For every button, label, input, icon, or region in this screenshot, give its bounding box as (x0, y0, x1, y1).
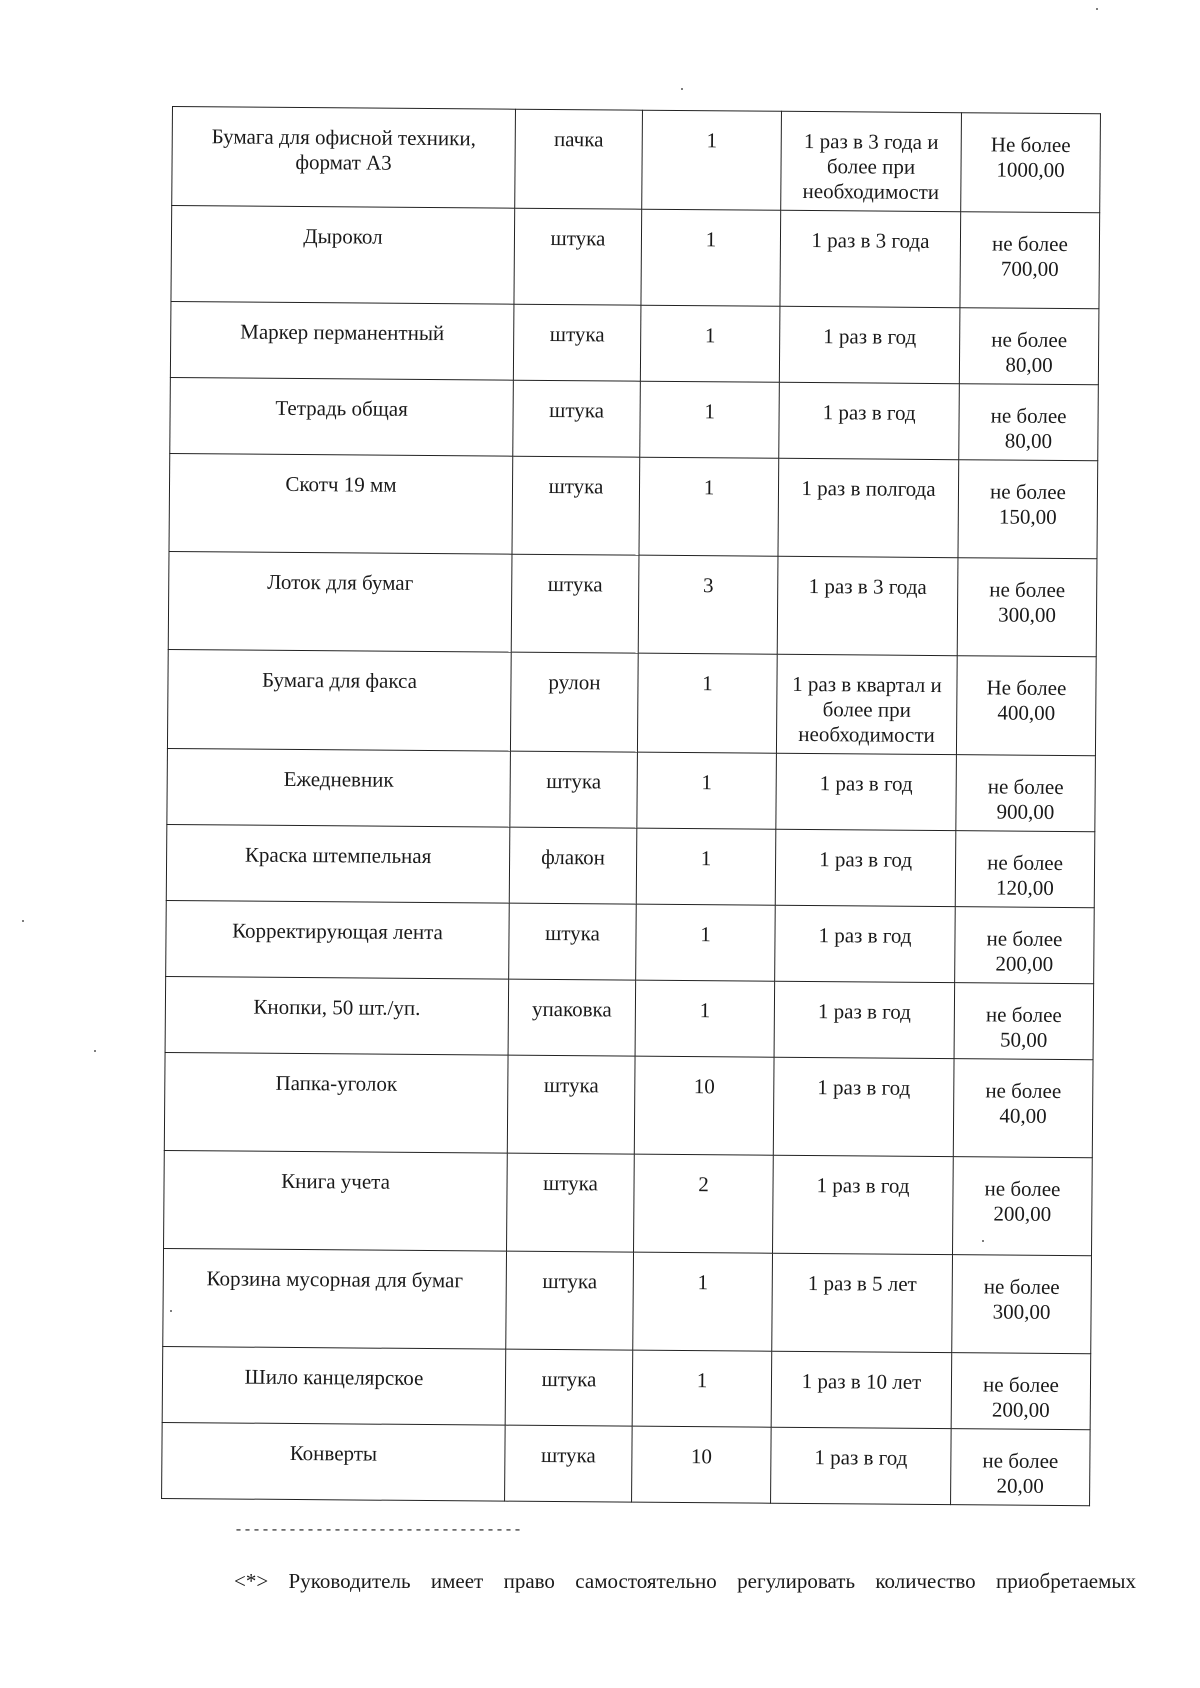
table-row (171, 206, 1100, 309)
price-cell: не более 900,00 (956, 755, 1096, 832)
table-row (163, 1248, 1092, 1353)
item-name-cell: Бумага для факса (167, 649, 511, 751)
frequency-cell: 1 раз в 3 года (780, 210, 961, 307)
scan-speck (170, 1310, 172, 1312)
quantity-cell: 1 (641, 209, 781, 306)
scan-speck (22, 920, 24, 922)
price-cell: не более 700,00 (960, 212, 1100, 309)
table-row (162, 1346, 1091, 1429)
item-name-cell: Краска штемпельная (166, 824, 510, 903)
table-row (170, 301, 1099, 384)
price-cell: не более 150,00 (958, 460, 1098, 559)
frequency-cell: 1 раз в год (776, 753, 957, 830)
item-name-cell: Папка-уголок (164, 1052, 508, 1153)
item-name-cell: Корзина мусорная для бумаг (163, 1248, 507, 1349)
item-name-cell: Кнопки, 50 шт./уп. (165, 976, 509, 1055)
unit-cell: штука (513, 304, 641, 381)
price-cell: не более 200,00 (953, 1157, 1093, 1256)
table-row (168, 551, 1097, 656)
frequency-cell: 1 раз в год (775, 829, 956, 906)
item-name-cell: Шило канцелярское (162, 1346, 506, 1425)
table-body (162, 107, 1101, 1506)
table-row (169, 453, 1098, 558)
unit-cell: штука (513, 380, 641, 457)
price-cell: не более 50,00 (954, 983, 1094, 1060)
item-name-cell: Ежедневник (167, 748, 511, 827)
quantity-cell: 1 (633, 1252, 773, 1351)
unit-cell: штука (506, 1251, 634, 1350)
table-row (165, 976, 1094, 1059)
item-name-cell: Конверты (162, 1422, 506, 1501)
price-cell: не более 200,00 (951, 1353, 1091, 1430)
price-cell: не более 120,00 (955, 831, 1095, 908)
table-row (164, 1052, 1093, 1157)
scan-speck (982, 1240, 984, 1242)
table-row (164, 1150, 1093, 1255)
frequency-cell: 1 раз в 10 лет (771, 1351, 952, 1428)
unit-cell: штука (507, 1055, 635, 1154)
quantity-cell: 1 (642, 110, 782, 210)
item-name-cell: Лоток для бумаг (168, 551, 512, 652)
item-name-cell: Бумага для офисной техники, формат А3 (172, 107, 516, 209)
table-row (167, 649, 1096, 755)
footnote-text: <*> Руководитель имеет право самостоятельно регулировать количество приобретаемых (234, 1569, 1136, 1593)
price-cell: не более 80,00 (959, 308, 1099, 385)
footnote-separator: -------------------------------- (234, 1522, 523, 1539)
frequency-cell: 1 раз в год (779, 306, 960, 383)
quantity-cell: 1 (636, 828, 776, 905)
unit-cell: штука (512, 456, 640, 555)
price-cell: Не более 400,00 (956, 656, 1096, 756)
table-row (162, 1422, 1091, 1505)
quantity-cell: 10 (632, 1426, 772, 1503)
frequency-cell: 1 раз в 3 года (777, 556, 958, 655)
quantity-cell: 1 (640, 381, 780, 458)
unit-cell: рулон (510, 652, 638, 752)
unit-cell: упаковка (508, 979, 636, 1056)
frequency-cell: 1 раз в год (773, 1057, 954, 1156)
quantity-cell: 1 (640, 305, 780, 382)
quantity-cell: 1 (636, 904, 776, 981)
quantity-cell: 3 (638, 555, 778, 654)
unit-cell: штука (514, 208, 642, 305)
quantity-cell: 1 (639, 457, 779, 556)
table-row (167, 748, 1096, 831)
price-cell: не более 80,00 (959, 384, 1099, 461)
frequency-cell: 1 раз в год (774, 981, 955, 1058)
price-cell: не более 40,00 (953, 1059, 1093, 1158)
unit-cell: штука (507, 1153, 635, 1252)
quantity-cell: 2 (634, 1154, 774, 1253)
frequency-cell: 1 раз в квартал и более при необходимости (776, 654, 957, 754)
scan-speck (681, 88, 683, 90)
scan-speck (94, 1050, 96, 1052)
frequency-cell: 1 раз в год (771, 1427, 952, 1504)
frequency-cell: 1 раз в 5 лет (772, 1253, 953, 1352)
item-name-cell: Книга учета (164, 1150, 508, 1251)
price-cell: не более 300,00 (957, 558, 1097, 657)
unit-cell: флакон (509, 827, 637, 904)
table-row (170, 377, 1099, 460)
price-cell: не более 200,00 (955, 907, 1095, 984)
frequency-cell: 1 раз в год (775, 905, 956, 982)
unit-cell: пачка (515, 109, 643, 209)
table-row (166, 900, 1095, 983)
quantity-cell: 10 (634, 1056, 774, 1155)
item-name-cell: Корректирующая лента (166, 900, 510, 979)
item-name-cell: Маркер перманентный (170, 301, 514, 380)
item-name-cell: Тетрадь общая (170, 377, 514, 456)
table-row (166, 824, 1095, 907)
unit-cell: штука (511, 554, 639, 653)
quantity-cell: 1 (632, 1350, 772, 1427)
frequency-cell: 1 раз в год (779, 382, 960, 459)
unit-cell: штука (505, 1349, 633, 1426)
quantity-cell: 1 (635, 980, 775, 1057)
unit-cell: штука (509, 903, 637, 980)
frequency-cell: 1 раз в год (773, 1155, 954, 1254)
price-cell: Не более 1000,00 (961, 113, 1101, 213)
price-cell: не более 20,00 (951, 1429, 1091, 1506)
frequency-cell: 1 раз в 3 года и более при необходимости (781, 111, 962, 211)
scan-speck (1096, 8, 1098, 10)
item-name-cell: Скотч 19 мм (169, 453, 513, 554)
unit-cell: штука (510, 751, 638, 828)
frequency-cell: 1 раз в полгода (778, 458, 959, 557)
quantity-cell: 1 (637, 653, 777, 753)
item-name-cell: Дырокол (171, 206, 515, 305)
table-row (172, 107, 1101, 213)
office-supplies-table (161, 106, 1101, 1506)
quantity-cell: 1 (637, 752, 777, 829)
price-cell: не более 300,00 (952, 1255, 1092, 1354)
unit-cell: штука (505, 1425, 633, 1502)
